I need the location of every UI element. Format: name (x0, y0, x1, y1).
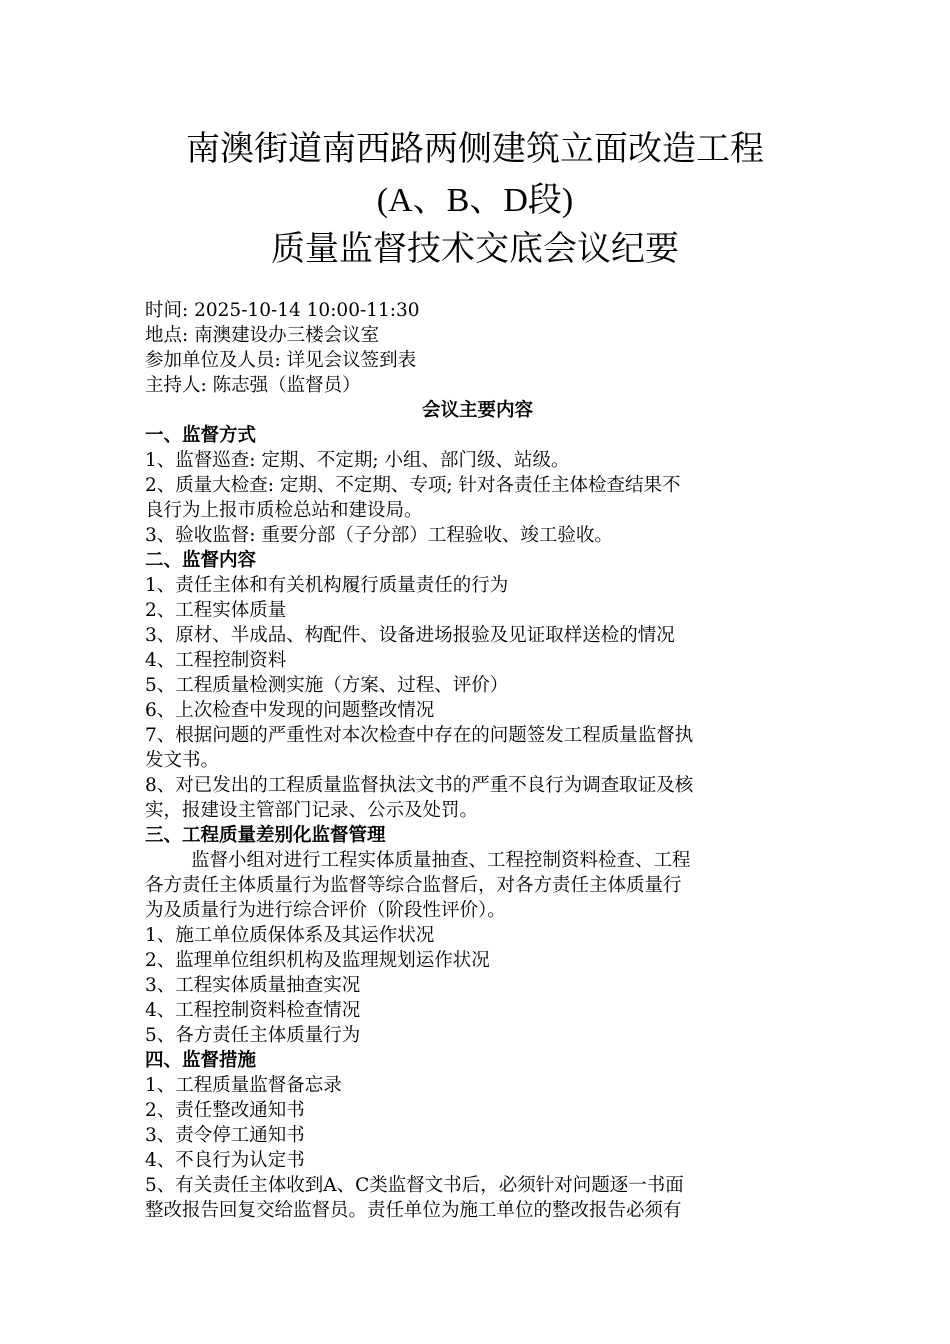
section-2-line: 3、原材、半成品、构配件、设备进场报验及见证取样送检的情况 (145, 625, 675, 646)
section-2-heading: 二、监督内容 (145, 550, 257, 571)
section-2-line: 发文书。 (145, 750, 220, 771)
section-3-line: 4、工程控制资料检查情况 (145, 1000, 361, 1021)
meeting-location: 地点: 南澳建设办三楼会议室 (145, 325, 380, 346)
section-3-heading: 三、工程质量差别化监督管理 (145, 825, 386, 846)
document-title-line-1: 南澳街道南西路两侧建筑立面改造工程 (186, 129, 764, 169)
section-3-line: 1、施工单位质保体系及其运作状况 (145, 925, 435, 946)
document-title-line-3: 质量监督技术交底会议纪要 (271, 229, 679, 269)
meeting-host: 主持人: 陈志强（监督员） (145, 375, 361, 396)
section-3-paragraph-line: 各方责任主体质量行为监督等综合监督后，对各方责任主体质量行 (145, 875, 682, 896)
section-3-line: 2、监理单位组织机构及监理规划运作状况 (145, 950, 490, 971)
section-2-line: 1、责任主体和有关机构履行质量责任的行为 (145, 575, 509, 596)
section-3-paragraph-first-line: 监督小组对进行工程实体质量抽查、工程控制资料检查、工程 (191, 850, 691, 871)
section-3-paragraph-line: 为及质量行为进行综合评价（阶段性评价）。 (145, 900, 506, 921)
section-4-heading: 四、监督措施 (145, 1050, 257, 1071)
section-3-line: 5、各方责任主体质量行为 (145, 1025, 361, 1046)
section-2-line: 5、工程质量检测实施（方案、过程、评价） (145, 675, 509, 696)
section-1-line: 3、验收监督: 重要分部（子分部）工程验收、竣工验收。 (145, 525, 613, 546)
section-1-heading: 一、监督方式 (145, 425, 257, 446)
section-1-line: 良行为上报市质检总站和建设局。 (145, 500, 423, 521)
section-4-line: 3、责令停工通知书 (145, 1125, 305, 1146)
meeting-attendees: 参加单位及人员: 详见会议签到表 (145, 350, 417, 371)
section-2-line: 8、对已发出的工程质量监督执法文书的严重不良行为调查取证及核 (145, 775, 694, 796)
section-4-line: 整改报告回复交给监督员。责任单位为施工单位的整改报告必须有 (145, 1200, 682, 1221)
section-2-line: 6、上次检查中发现的问题整改情况 (145, 700, 435, 721)
meeting-time: 时间: 2025-10-14 10:00-11:30 (145, 300, 420, 321)
section-4-line: 1、工程质量监督备忘录 (145, 1075, 342, 1096)
section-2-line: 7、根据问题的严重性对本次检查中存在的问题签发工程质量监督执 (145, 725, 694, 746)
section-2-line: 2、工程实体质量 (145, 600, 287, 621)
section-3-line: 3、工程实体质量抽查实况 (145, 975, 361, 996)
section-4-line: 4、不良行为认定书 (145, 1150, 305, 1171)
section-1-line: 2、质量大检查: 定期、不定期、专项; 针对各责任主体检查结果不 (145, 475, 681, 496)
section-2-line: 4、工程控制资料 (145, 650, 287, 671)
document-body (145, 298, 810, 1223)
section-4-line: 2、责任整改通知书 (145, 1100, 305, 1121)
content-heading: 会议主要内容 (421, 400, 533, 421)
section-2-line: 实，报建设主管部门记录、公示及处罚。 (145, 800, 479, 821)
section-4-line: 5、有关责任主体收到A、C类监督文书后，必须针对问题逐一书面 (145, 1175, 684, 1196)
section-1-line: 1、监督巡查: 定期、不定期; 小组、部门级、站级。 (145, 450, 570, 471)
document-title-line-2: (A、B、D段) (376, 182, 574, 219)
